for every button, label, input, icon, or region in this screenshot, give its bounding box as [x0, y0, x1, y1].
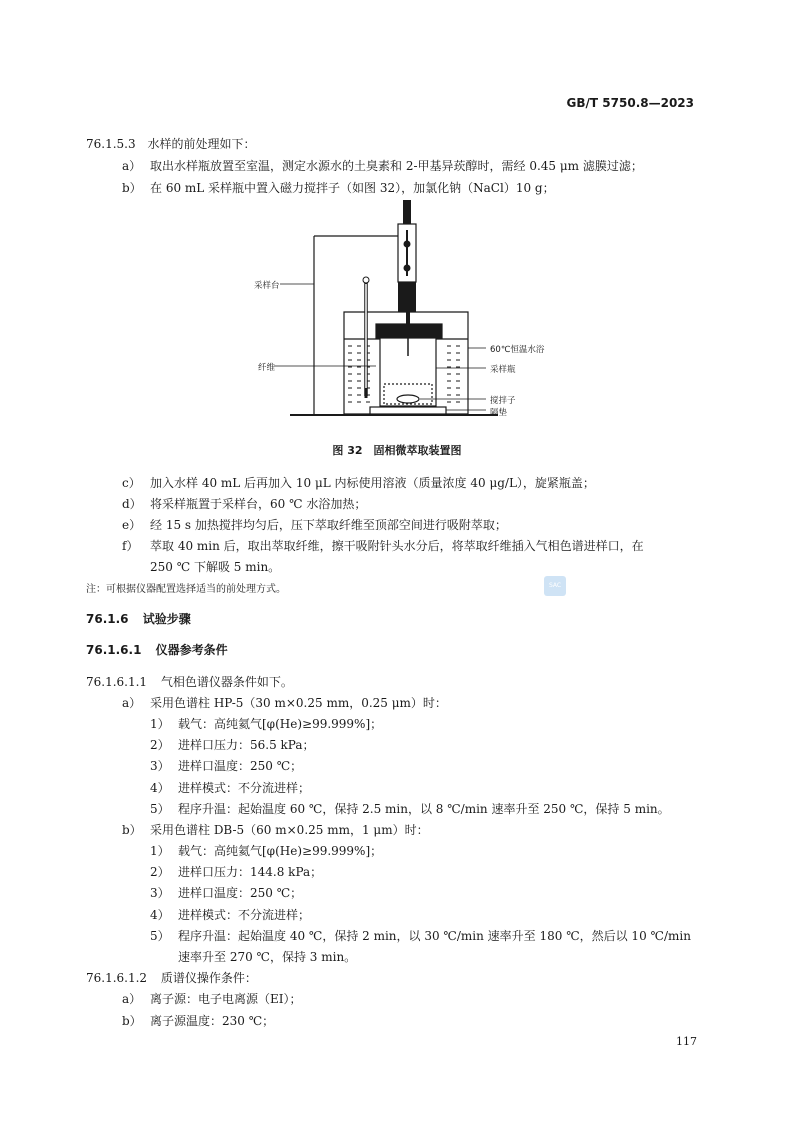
sublist-number: 1）	[150, 844, 170, 858]
sublist-number: 5）	[150, 928, 170, 943]
sublist-text: 载气：高纯氦气[φ(He)≥99.999%]；	[178, 844, 383, 858]
clause-number: 76.1.6.1.2	[86, 971, 148, 985]
clause-number: 76.1.5.3	[86, 137, 136, 151]
page-number: 117	[676, 1035, 697, 1048]
clause-76-1-6-1-1	[86, 673, 293, 690]
clause-title: 试验步骤	[142, 612, 191, 626]
sublist-text: 进样口压力：56.5 kPa；	[178, 738, 315, 753]
list-item	[122, 157, 141, 174]
sublist-number: 4）	[150, 780, 170, 795]
list-marker: b）	[122, 1014, 142, 1028]
list-text-cont: 速率升至 270 ℃，保持 3 min。	[178, 950, 357, 964]
list-text: 萃取 40 min 后，取出萃取纤维，擦干吸附针头水分后，将萃取纤维插入气相色谱进样口，在	[150, 539, 644, 553]
standard-number: GB/T 5750.8—2023	[566, 96, 694, 110]
list-marker: c）	[122, 476, 141, 490]
clause-76-1-6-1	[86, 641, 228, 658]
spme-apparatus-diagram	[250, 196, 550, 426]
sublist-number: 1）	[150, 717, 170, 731]
list-marker: b）	[122, 823, 142, 837]
figure-caption: 图 32 固相微萃取装置图	[332, 444, 462, 457]
list-marker: d）	[122, 497, 142, 511]
sublist-text: 进样口压力：144.8 kPa；	[178, 865, 323, 880]
sublist-text: 进样口温度：250 ℃；	[178, 886, 303, 901]
list-marker: a）	[122, 696, 142, 710]
list-marker: f）	[122, 539, 139, 553]
sublist-text: 载气：高纯氦气[φ(He)≥99.999%]；	[178, 717, 383, 731]
thermometer	[363, 277, 369, 398]
sublist-number: 2）	[150, 865, 170, 880]
list-marker: a）	[122, 159, 142, 173]
sublist-text: 进样口温度：250 ℃；	[178, 759, 303, 774]
list-marker: e）	[122, 518, 142, 532]
list-text: 取出水样瓶放置至室温，测定水源水的土臭素和 2-甲基异莰醇时，需经 0.45 μm 滤膜过滤；	[150, 159, 643, 173]
sample-bottle	[376, 324, 442, 406]
list-marker: b）	[122, 181, 142, 195]
list-text: 采用色谱柱 HP-5（30 m×0.25 mm，0.25 μm）时：	[150, 696, 447, 710]
sublist-number: 5）	[150, 801, 170, 816]
list-text: 离子源：电子电离源（EI）；	[150, 992, 302, 1006]
clause-76-1-5-3	[86, 135, 255, 152]
list-text: 将采样瓶置于采样台，60 ℃ 水浴加热；	[150, 497, 367, 511]
sublist-text: 程序升温：起始温度 60 ℃，保持 2.5 min，以 8 ℃/min 速率升至 250 ℃，保持 5 min。	[178, 801, 670, 816]
list-text: 加入水样 40 mL 后再加入 10 μL 内标使用溶液（质量浓度 40 μg/L），旋紧瓶盖；	[150, 476, 595, 490]
label-pad: 隔垫	[490, 408, 508, 418]
list-marker: a）	[122, 992, 142, 1006]
sublist-text: 程序升温：起始温度 40 ℃，保持 2 min，以 30 ℃/min 速率升至 180 ℃，然后以 10 ℃/min	[178, 928, 691, 943]
clause-title: 质谱仪操作条件：	[160, 971, 257, 985]
sublist-text: 进样模式：不分流进样；	[178, 907, 311, 922]
clause-number: 76.1.6.1	[86, 643, 142, 657]
sublist-number: 3）	[150, 886, 170, 901]
sublist-number: 3）	[150, 759, 170, 774]
label-fiber: 纤维	[258, 363, 276, 373]
clause-title: 气相色谱仪器条件如下。	[160, 675, 293, 689]
label-stirrer: 搅拌子	[490, 396, 516, 406]
clause-title: 仪器参考条件	[155, 643, 228, 657]
clause-number: 76.1.6	[86, 612, 129, 626]
list-text: 经 15 s 加热搅拌均匀后，压下萃取纤维至顶部空间进行吸附萃取；	[150, 518, 507, 532]
sublist-text: 进样模式：不分流进样；	[178, 780, 311, 795]
label-sample-bottle: 采样瓶	[490, 365, 516, 375]
sac-watermark: SAC	[544, 576, 566, 596]
sublist-number: 4）	[150, 907, 170, 922]
list-text: 采用色谱柱 DB-5（60 m×0.25 mm，1 μm）时：	[150, 823, 429, 837]
list-text-cont: 250 ℃ 下解吸 5 min。	[150, 560, 281, 574]
list-text: 在 60 mL 采样瓶中置入磁力搅拌子（如图 32），加氯化钠（NaCl）10 g；	[150, 181, 555, 195]
pad	[370, 407, 446, 414]
list-text: 离子源温度：230 ℃；	[150, 1014, 275, 1028]
clause-number: 76.1.6.1.1	[86, 675, 148, 689]
clause-76-1-6-1-2	[86, 969, 257, 986]
clause-76-1-6	[86, 610, 191, 627]
label-stand: 采样台	[254, 281, 280, 291]
list-item	[122, 179, 142, 196]
sublist-number: 2）	[150, 738, 170, 753]
label-water-bath: 60℃恒温水浴	[490, 345, 545, 355]
clause-title: 水样的前处理如下：	[147, 137, 256, 151]
note: 注：可根据仪器配置选择适当的前处理方式。	[86, 584, 286, 595]
